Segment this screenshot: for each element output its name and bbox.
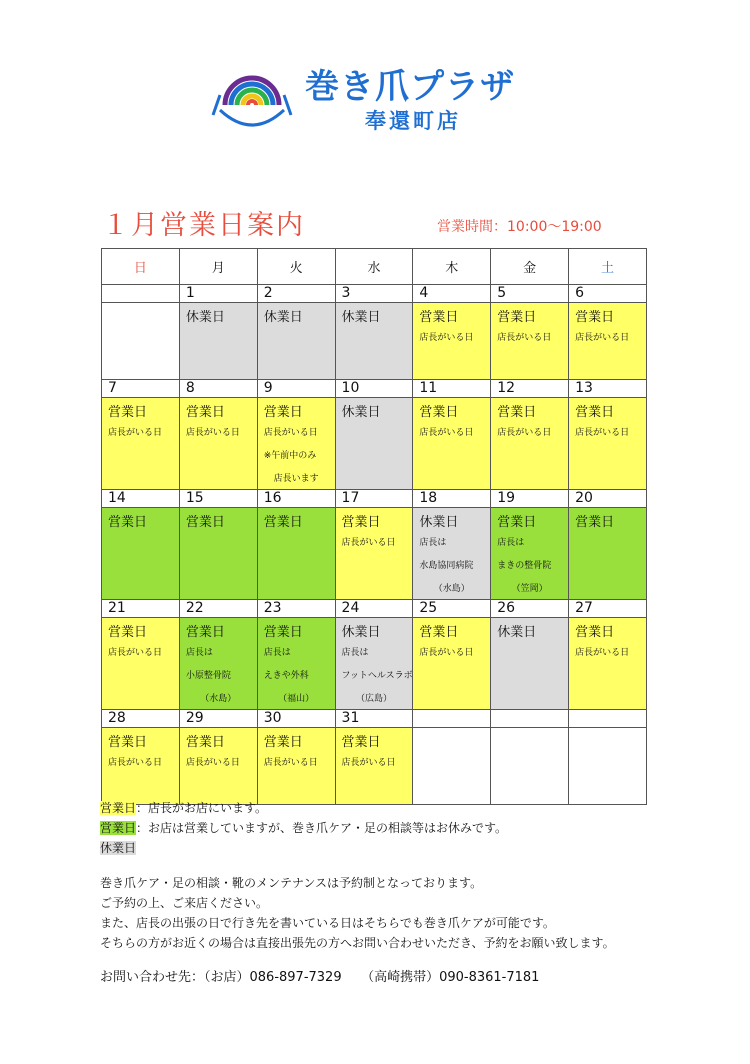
day-status: 営業日 [497, 515, 537, 530]
date-number [102, 285, 180, 303]
day-cell [335, 728, 413, 805]
date-number: 3 [335, 285, 413, 303]
day-cell [257, 508, 335, 600]
day-status: 営業日 [419, 625, 459, 640]
day-status: 営業日 [108, 735, 148, 750]
date-number: 8 [179, 380, 257, 398]
day-status: 営業日 [263, 735, 303, 750]
day-cell [491, 303, 569, 380]
date-number: 7 [102, 380, 180, 398]
logo-name: 巻き爪プラザ [305, 67, 515, 107]
business-hours: 営業時間：10:00〜19:00 [437, 219, 602, 235]
page-title: １月営業日案内 [102, 210, 305, 241]
date-row [102, 710, 647, 728]
day-cell [335, 303, 413, 380]
day-note: 店長がいる日 [419, 333, 474, 343]
logo-branch: 奉還町店 [365, 109, 461, 133]
day-note: （笠岡） [511, 584, 548, 594]
day-status: 営業日 [108, 625, 148, 640]
status-row [102, 508, 647, 600]
date-number: 19 [491, 490, 569, 508]
day-status: 営業日 [497, 405, 537, 420]
date-number: 10 [335, 380, 413, 398]
day-note: 店長がいる日 [575, 333, 630, 343]
day-status: 営業日 [575, 515, 615, 530]
day-cell [102, 303, 180, 380]
day-cell [257, 618, 335, 710]
status-row [102, 728, 647, 805]
legend-yellow-text: ：店長がお店にいます。 [136, 801, 268, 815]
day-cell [491, 508, 569, 600]
day-cell [179, 303, 257, 380]
day-note: 小原整骨院 [185, 671, 231, 681]
day-status: 休業日 [341, 405, 381, 420]
day-note: 店長は [341, 648, 369, 658]
date-number [569, 710, 647, 728]
note-line: 巻き爪ケア・足の相談・靴のメンテナンスは予約制となっております。 [100, 876, 483, 890]
status-row [102, 303, 647, 380]
date-number: 17 [335, 490, 413, 508]
calendar-table [101, 248, 647, 805]
date-number: 9 [257, 380, 335, 398]
day-cell [179, 508, 257, 600]
day-cell [102, 398, 180, 490]
day-status: 営業日 [263, 515, 303, 530]
day-note: 店長がいる日 [419, 428, 474, 438]
day-status: 営業日 [185, 515, 225, 530]
day-note: （広島） [355, 694, 392, 704]
day-status: 営業日 [341, 735, 381, 750]
rainbow-face-icon [205, 60, 300, 140]
day-cell [102, 508, 180, 600]
day-note: 店長は [419, 538, 447, 548]
day-status: 営業日 [497, 310, 537, 325]
day-status: 営業日 [185, 405, 225, 420]
day-cell [179, 618, 257, 710]
legend-yellow-label: 営業日 [100, 801, 137, 815]
notes [100, 873, 615, 953]
day-status: 営業日 [185, 625, 225, 640]
day-cell [335, 618, 413, 710]
legend [100, 798, 507, 858]
date-number: 18 [413, 490, 491, 508]
date-number: 13 [569, 380, 647, 398]
day-cell [491, 728, 569, 805]
day-cell [413, 728, 491, 805]
date-number: 21 [102, 600, 180, 618]
status-row [102, 398, 647, 490]
day-cell [257, 728, 335, 805]
day-cell [569, 508, 647, 600]
day-status: 休業日 [341, 310, 381, 325]
date-row [102, 600, 647, 618]
day-note: 店長がいる日 [108, 648, 163, 658]
day-status: 休業日 [497, 625, 537, 640]
day-cell [569, 303, 647, 380]
date-number: 31 [335, 710, 413, 728]
note-line: ご予約の上、ご来店ください。 [100, 896, 269, 910]
day-cell [257, 303, 335, 380]
day-status: 営業日 [575, 625, 615, 640]
day-cell [569, 618, 647, 710]
date-number: 26 [491, 600, 569, 618]
day-status: 休業日 [419, 515, 459, 530]
day-note: 店長は [185, 648, 213, 658]
date-number: 23 [257, 600, 335, 618]
date-row [102, 285, 647, 303]
weekday-header-row [102, 249, 647, 285]
date-number: 20 [569, 490, 647, 508]
day-cell [413, 508, 491, 600]
date-number: 11 [413, 380, 491, 398]
date-number: 28 [102, 710, 180, 728]
day-note: （福山） [278, 694, 315, 704]
date-number: 24 [335, 600, 413, 618]
weekday-thu: 木 [413, 249, 491, 285]
legend-green [100, 818, 507, 838]
day-cell [102, 728, 180, 805]
day-note: 店長がいる日 [575, 428, 630, 438]
logo [205, 55, 565, 145]
legend-gray-label: 休業日 [100, 841, 137, 855]
day-cell [335, 398, 413, 490]
note-line: そちらの方がお近くの場合は直接出張先の方へお問い合わせいただき、予約をお願い致します。 [100, 936, 615, 950]
date-number [491, 710, 569, 728]
day-note: 店長がいる日 [108, 758, 163, 768]
date-number: 25 [413, 600, 491, 618]
day-cell [102, 618, 180, 710]
day-note: 店長がいる日 [185, 758, 240, 768]
date-number: 15 [179, 490, 257, 508]
day-cell [491, 618, 569, 710]
day-cell [413, 618, 491, 710]
day-note: 店長います [273, 474, 319, 484]
day-status: 休業日 [185, 310, 225, 325]
weekday-fri: 金 [491, 249, 569, 285]
day-note: 店長は [263, 648, 291, 658]
day-note: えきや外科 [263, 671, 309, 681]
date-number: 6 [569, 285, 647, 303]
calendar-body [102, 285, 647, 805]
day-note: 店長は [497, 538, 525, 548]
day-note: 水島協同病院 [419, 561, 474, 571]
day-note: まきの整骨院 [497, 561, 552, 571]
day-cell [179, 398, 257, 490]
day-status: 営業日 [575, 310, 615, 325]
day-status: 営業日 [185, 735, 225, 750]
day-note: 店長がいる日 [497, 333, 552, 343]
day-note: 店長がいる日 [108, 428, 163, 438]
day-note: 店長がいる日 [263, 428, 318, 438]
legend-green-label: 営業日 [100, 821, 137, 835]
date-number: 27 [569, 600, 647, 618]
date-number: 2 [257, 285, 335, 303]
day-note: 店長がいる日 [341, 758, 396, 768]
day-cell [179, 728, 257, 805]
weekday-sun: 日 [102, 249, 180, 285]
day-note: 店長がいる日 [263, 758, 318, 768]
day-note: ※午前中のみ [263, 451, 317, 461]
day-status: 営業日 [575, 405, 615, 420]
legend-green-text: ：お店は営業していますが、巻き爪ケア・足の相談等はお休みです。 [136, 821, 508, 835]
date-number: 1 [179, 285, 257, 303]
day-cell [413, 303, 491, 380]
day-note: 店長がいる日 [185, 428, 240, 438]
day-cell [569, 398, 647, 490]
contact-info: お問い合わせ先：（お店）086-897-7329 （高崎携帯）090-8361-7181 [100, 970, 540, 985]
date-number: 4 [413, 285, 491, 303]
day-cell [335, 508, 413, 600]
date-row [102, 490, 647, 508]
status-row [102, 618, 647, 710]
legend-yellow [100, 798, 507, 818]
day-note: フットヘルスラボ [341, 671, 413, 681]
date-number: 14 [102, 490, 180, 508]
day-note: （水島） [433, 584, 470, 594]
date-number: 12 [491, 380, 569, 398]
day-status: 休業日 [263, 310, 303, 325]
day-note: 店長がいる日 [419, 648, 474, 658]
date-number: 22 [179, 600, 257, 618]
day-note: 店長がいる日 [575, 648, 630, 658]
weekday-mon: 月 [179, 249, 257, 285]
day-cell [491, 398, 569, 490]
day-note: （水島） [200, 694, 237, 704]
day-cell [569, 728, 647, 805]
day-status: 営業日 [108, 515, 148, 530]
date-number: 29 [179, 710, 257, 728]
day-status: 営業日 [263, 405, 303, 420]
note-line: また、店長の出張の日で行き先を書いている日はそちらでも巻き爪ケアが可能です。 [100, 916, 555, 930]
weekday-wed: 水 [335, 249, 413, 285]
weekday-sat: 土 [569, 249, 647, 285]
day-cell [413, 398, 491, 490]
date-number [413, 710, 491, 728]
day-note: 店長がいる日 [341, 538, 396, 548]
date-number: 16 [257, 490, 335, 508]
date-number: 30 [257, 710, 335, 728]
day-status: 営業日 [341, 515, 381, 530]
date-row [102, 380, 647, 398]
weekday-tue: 火 [257, 249, 335, 285]
day-note: 店長がいる日 [497, 428, 552, 438]
legend-gray [100, 838, 507, 858]
day-status: 営業日 [419, 310, 459, 325]
date-number: 5 [491, 285, 569, 303]
day-cell [257, 398, 335, 490]
day-status: 営業日 [108, 405, 148, 420]
day-status: 営業日 [419, 405, 459, 420]
day-status: 営業日 [263, 625, 303, 640]
day-status: 休業日 [341, 625, 381, 640]
